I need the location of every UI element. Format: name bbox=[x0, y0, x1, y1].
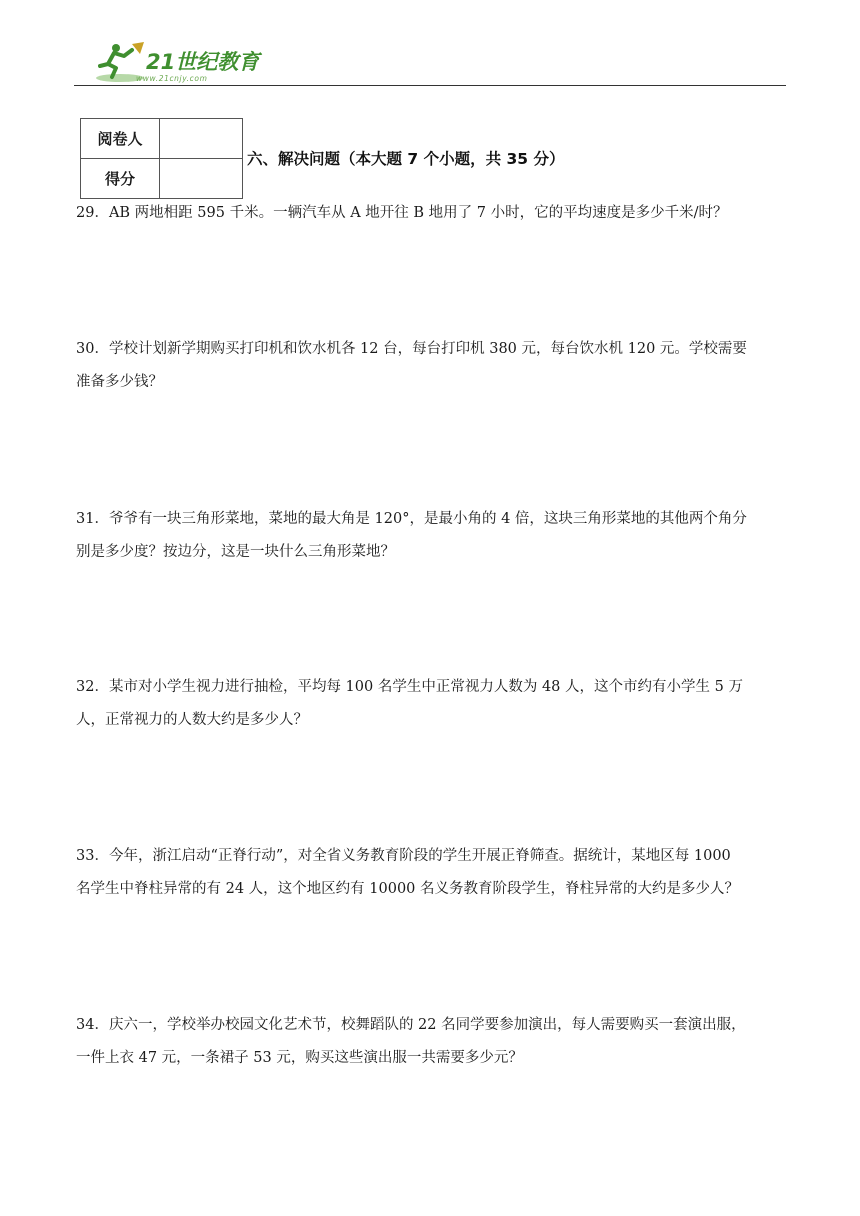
question-30 bbox=[76, 333, 788, 399]
logo-url-text: www.21cnjy.com bbox=[136, 74, 208, 83]
question-line: 30．学校计划新学期购买打印机和饮水机各 12 台，每台打印机 380 元，每台饮水机 120 元。学校需要 bbox=[76, 341, 747, 357]
reviewer-cell[interactable] bbox=[160, 119, 243, 159]
question-line: 一件上衣 47 元，一条裙子 53 元，购买这些演出服一共需要多少元？ bbox=[76, 1050, 523, 1066]
question-line: 名学生中脊柱异常的有 24 人，这个地区约有 10000 名义务教育阶段学生，脊柱异常的大约是多少人？ bbox=[76, 881, 740, 897]
question-line: 31．爷爷有一块三角形菜地，菜地的最大角是 120°，是最小角的 4 倍，这块三角形菜地的其他两个角分 bbox=[76, 511, 747, 527]
question-line: 32．某市对小学生视力进行抽检，平均每 100 名学生中正常视力人数为 48 人，这个市约有小学生 5 万 bbox=[76, 679, 743, 695]
reviewer-label: 阅卷人 bbox=[81, 119, 160, 159]
logo bbox=[94, 40, 264, 86]
question-34 bbox=[76, 1009, 788, 1075]
table-row bbox=[81, 159, 243, 199]
question-line: 别是多少度？按边分，这是一块什么三角形菜地？ bbox=[76, 544, 395, 560]
question-line: 人，正常视力的人数大约是多少人？ bbox=[76, 712, 308, 728]
question-29 bbox=[76, 197, 788, 230]
header-divider bbox=[74, 85, 786, 86]
question-line: 29．AB 两地相距 595 千米。一辆汽车从 A 地开往 B 地用了 7 小时，它的平均速度是多少千米/时？ bbox=[76, 205, 728, 221]
question-line: 33．今年，浙江启动“正脊行动”，对全省义务教育阶段的学生开展正脊筛查。据统计，某地区每 1000 bbox=[76, 848, 731, 864]
section-title: 六、解决问题（本大题 7 个小题，共 35 分） bbox=[247, 150, 565, 168]
page-header bbox=[74, 36, 786, 88]
score-label: 得分 bbox=[81, 159, 160, 199]
question-line: 34．庆六一，学校举办校园文化艺术节，校舞蹈队的 22 名同学要参加演出，每人需要购买一套演出服， bbox=[76, 1017, 746, 1033]
question-32 bbox=[76, 671, 788, 737]
question-33 bbox=[76, 840, 788, 906]
question-31 bbox=[76, 503, 788, 569]
table-row bbox=[81, 119, 243, 159]
logo-brand-text: 21世纪教育 bbox=[146, 50, 260, 74]
question-line: 准备多少钱？ bbox=[76, 374, 163, 390]
score-table bbox=[80, 118, 243, 199]
score-cell[interactable] bbox=[160, 159, 243, 199]
